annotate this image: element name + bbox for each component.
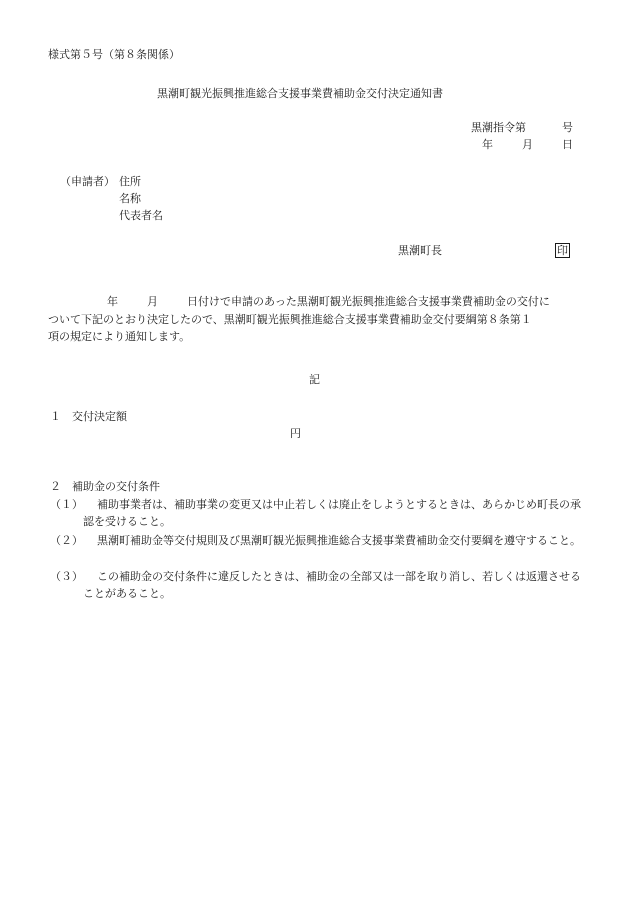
seal-stamp xyxy=(555,243,570,258)
body-date-month: 月 xyxy=(147,295,158,308)
body-line-1-text: 日付けで申請のあった黒潮町観光振興推進総合支援事業費補助金の交付に xyxy=(187,295,550,308)
date-year: 年 xyxy=(482,138,493,151)
ki-marker: 記 xyxy=(309,373,320,386)
issuer-title: 黒潮町長 xyxy=(398,244,442,257)
seal-mark: 印 xyxy=(557,244,568,257)
condition-number: （１） xyxy=(50,498,83,511)
condition-item xyxy=(50,496,582,530)
date-day: 日 xyxy=(562,138,573,151)
document-date xyxy=(482,137,573,152)
section-1-amount-unit: 円 xyxy=(290,427,301,440)
condition-number: （２） xyxy=(50,534,83,547)
document-number-prefix: 黒潮指令第 xyxy=(471,121,526,134)
body-line-1 xyxy=(107,294,550,309)
document-number-suffix: 号 xyxy=(562,121,573,134)
condition-text: 補助事業者は、補助事業の変更又は中止若しくは廃止をしようとするときは、あらかじめ町長の承認を受けること。 xyxy=(83,498,581,528)
condition-item xyxy=(50,532,582,566)
body-date-year: 年 xyxy=(107,295,118,308)
section-1-heading: １ 交付決定額 xyxy=(50,410,127,423)
condition-text: この補助金の交付条件に違反したときは、補助金の全部又は一部を取り消し、若しくは返還させることがあること。 xyxy=(83,570,581,600)
document-title: 黒潮町観光振興推進総合支援事業費補助金交付決定通知書 xyxy=(157,87,443,100)
document-number xyxy=(471,120,573,135)
condition-number: （３） xyxy=(50,570,83,583)
applicant-label: （申請者） xyxy=(60,175,115,188)
condition-text: 黒潮町補助金等交付規則及び黒潮町観光振興推進総合支援事業費補助金交付要綱を遵守すること。 xyxy=(97,534,581,547)
applicant-address-label: 住所 xyxy=(119,175,141,188)
condition-item xyxy=(50,568,582,602)
applicant-name-label: 名称 xyxy=(119,192,141,205)
applicant-representative-label: 代表者名 xyxy=(119,209,163,222)
date-month: 月 xyxy=(522,138,533,151)
body-line-3: 項の規定により通知します。 xyxy=(48,330,191,343)
form-number: 様式第５号（第８条関係） xyxy=(48,48,180,61)
section-2-heading: ２ 補助金の交付条件 xyxy=(50,480,160,493)
body-line-2: ついて下記のとおり決定したので、黒潮町観光振興推進総合支援事業費補助金交付要綱第８条第１ xyxy=(48,313,532,326)
